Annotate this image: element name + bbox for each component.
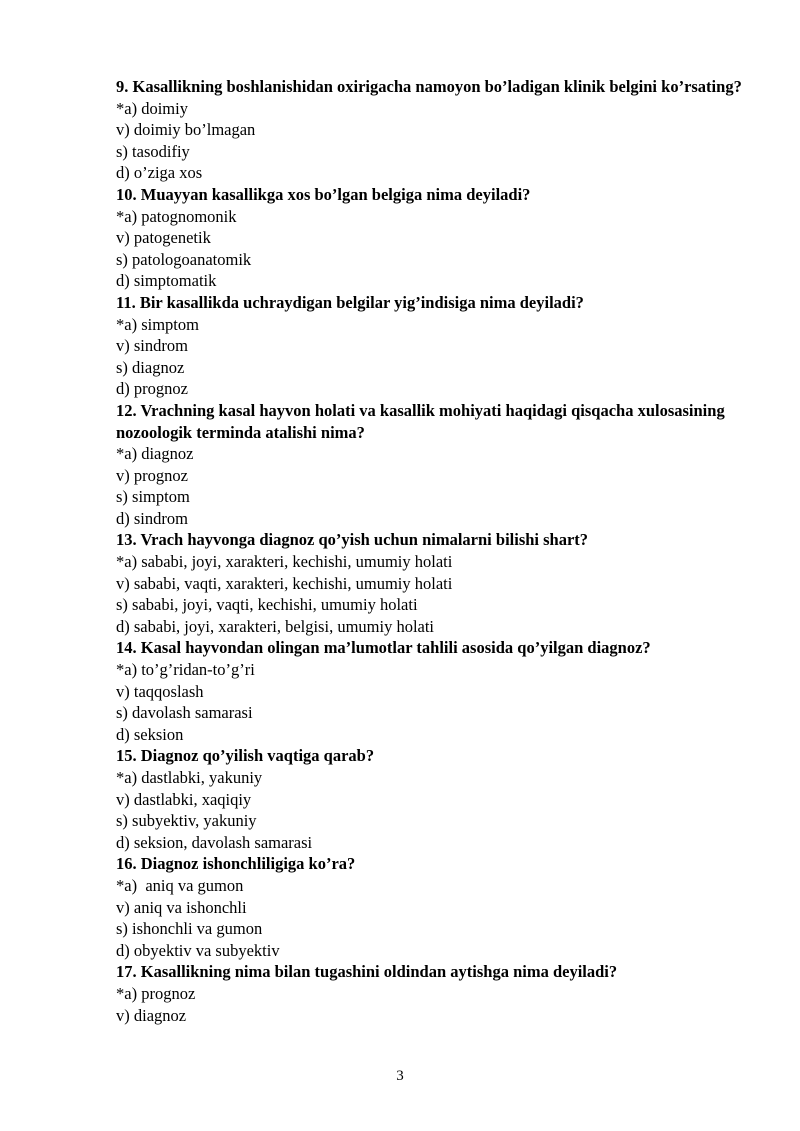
answer-option: s) patologoanatomik (116, 249, 252, 269)
answer-option: d) o’ziga xos (116, 163, 203, 183)
answer-option: *a) patognomonik (116, 206, 237, 226)
answer-option: d) prognoz (116, 379, 188, 399)
answer-option: v) diagnoz (116, 1005, 187, 1025)
answer-option: d) seksion (116, 724, 184, 744)
answer-option: v) aniq va ishonchli (116, 897, 247, 917)
answer-option: d) obyektiv va subyektiv (116, 940, 280, 960)
question-title: 9. Kasallikning boshlanishidan oxirigacha namoyon bo’ladigan klinik belgini ko’rsating? (116, 77, 742, 96)
question-16 (116, 853, 746, 961)
answer-option: s) simptom (116, 487, 190, 507)
answer-option: *a) aniq va gumon (116, 875, 244, 895)
question-title: 15. Diagnoz qo’yilish vaqtiga qarab? (116, 746, 375, 766)
question-list (116, 76, 746, 1026)
answer-option: s) diagnoz (116, 357, 185, 377)
answer-option: s) davolash samarasi (116, 703, 253, 723)
question-13 (116, 529, 746, 637)
answer-option: d) simptomatik (116, 271, 217, 291)
answer-option: *a) to’g’ridan-to’g’ri (116, 660, 255, 680)
question-9 (116, 76, 746, 184)
answer-option: d) sindrom (116, 508, 188, 528)
question-title: 17. Kasallikning nima bilan tugashini oldindan aytishga nima deyiladi? (116, 962, 618, 982)
question-11 (116, 292, 746, 400)
answer-option: *a) simptom (116, 314, 199, 334)
question-17 (116, 961, 746, 1026)
answer-option: v) doimiy bo’lmagan (116, 120, 256, 140)
answer-option: v) taqqoslash (116, 681, 204, 701)
question-title: 14. Kasal hayvondan olingan ma’lumotlar tahlili asosida qo’yilgan diagnoz? (116, 638, 651, 658)
question-title: 10. Muayyan kasallikga xos bo’lgan belgiga nima deyiladi? (116, 184, 531, 204)
question-title: 12. Vrachning kasal hayvon holati va kasallik mohiyati haqidagi qisqacha xulosasining nozoologik terminda atalishi nima? (116, 400, 725, 442)
answer-option: *a) dastlabki, yakuniy (116, 768, 263, 787)
answer-option: v) prognoz (116, 465, 188, 485)
answer-option: v) patogenetik (116, 228, 211, 248)
answer-option: s) tasodifiy (116, 141, 190, 161)
answer-option: d) seksion, davolash samarasi (116, 832, 313, 852)
question-title: 16. Diagnoz ishonchliligiga ko’ra? (116, 854, 356, 874)
answer-option: v) sababi, vaqti, xarakteri, kechishi, umumiy holati (116, 573, 453, 593)
question-14 (116, 637, 746, 745)
question-title: 13. Vrach hayvonga diagnoz qo’yish uchun nimalarni bilishi shart? (116, 530, 589, 550)
question-10 (116, 184, 746, 292)
answer-option: s) subyektiv, yakuniy (116, 811, 257, 831)
answer-option: s) ishonchli va gumon (116, 919, 263, 939)
question-title: 11. Bir kasallikda uchraydigan belgilar yig’indisiga nima deyiladi? (116, 292, 584, 312)
answer-option: *a) diagnoz (116, 444, 194, 464)
page-number: 3 (396, 1068, 404, 1084)
answer-option: d) sababi, joyi, xarakteri, belgisi, umumiy holati (116, 616, 435, 636)
answer-option: v) sindrom (116, 336, 188, 356)
question-15 (116, 745, 746, 853)
question-12 (116, 400, 746, 530)
answer-option: s) sababi, joyi, vaqti, kechishi, umumiy holati (116, 595, 418, 615)
answer-option: *a) prognoz (116, 983, 196, 1003)
answer-option: v) dastlabki, xaqiqiy (116, 789, 252, 809)
answer-option: *a) sababi, joyi, xarakteri, kechishi, umumiy holati (116, 552, 453, 572)
answer-option: *a) doimiy (116, 98, 188, 118)
